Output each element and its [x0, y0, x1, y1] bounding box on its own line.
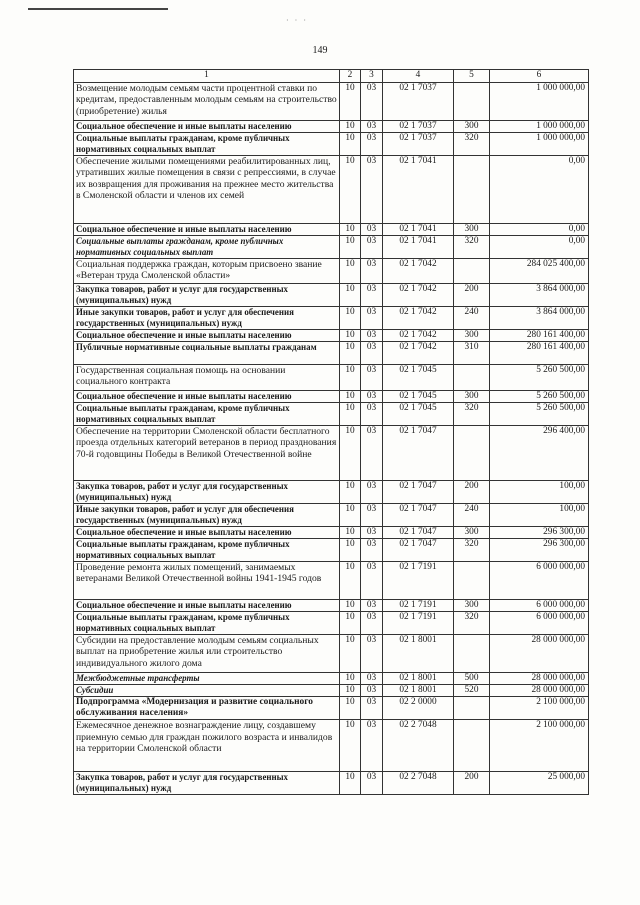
- budget-table: [73, 69, 589, 795]
- table-body: [74, 83, 589, 795]
- row-expense-type: [454, 720, 490, 772]
- row-expense-type: 300: [454, 527, 490, 539]
- table-row: [74, 635, 589, 673]
- row-name: Социальное обеспечение и иные выплаты населению: [74, 527, 340, 539]
- row-subsection: 03: [361, 481, 383, 504]
- row-amount: 3 864 000,00: [490, 307, 589, 330]
- row-amount: 25 000,00: [490, 772, 589, 795]
- table-row: [74, 365, 589, 391]
- row-amount: 296 400,00: [490, 426, 589, 481]
- row-amount: 280 161 400,00: [490, 330, 589, 342]
- row-name: Социальные выплаты гражданам, кроме публичных нормативных социальных выплат: [74, 539, 340, 562]
- row-expense-type: 200: [454, 284, 490, 307]
- row-target-code: 02 1 7042: [383, 307, 454, 330]
- row-target-code: 02 1 7042: [383, 330, 454, 342]
- row-target-code: 02 1 7042: [383, 259, 454, 284]
- page-number: 149: [312, 45, 328, 56]
- row-target-code: 02 1 7045: [383, 365, 454, 391]
- table-row: [74, 772, 589, 795]
- row-target-code: 02 1 7041: [383, 224, 454, 236]
- row-subsection: 03: [361, 259, 383, 284]
- row-name: Межбюджетные трансферты: [74, 673, 340, 685]
- row-amount: 296 300,00: [490, 539, 589, 562]
- row-name: Возмещение молодым семьям части процентной ставки по кредитам, предоставленным молодым семьям на строительство (приобретение) жилья: [74, 83, 340, 121]
- row-subsection: 03: [361, 342, 383, 365]
- table-row: [74, 562, 589, 600]
- header-col-1: 1: [74, 70, 340, 83]
- header-col-3: 3: [361, 70, 383, 83]
- row-target-code: 02 1 7041: [383, 156, 454, 224]
- row-expense-type: 320: [454, 403, 490, 426]
- row-section: 10: [340, 133, 361, 156]
- row-expense-type: 200: [454, 481, 490, 504]
- row-name: Субсидии на предоставление молодым семьям социальных выплат на приобретение жилья или строительство индивидуального жилого дома: [74, 635, 340, 673]
- row-section: 10: [340, 426, 361, 481]
- row-subsection: 03: [361, 236, 383, 259]
- header-col-6: 6: [490, 70, 589, 83]
- table-row: [74, 697, 589, 720]
- row-section: 10: [340, 562, 361, 600]
- row-expense-type: 320: [454, 612, 490, 635]
- row-expense-type: 300: [454, 600, 490, 612]
- row-expense-type: 320: [454, 236, 490, 259]
- row-target-code: 02 1 7191: [383, 612, 454, 635]
- row-amount: 1 000 000,00: [490, 83, 589, 121]
- row-subsection: 03: [361, 562, 383, 600]
- row-name: Субсидии: [74, 685, 340, 697]
- header-col-5: 5: [454, 70, 490, 83]
- row-subsection: 03: [361, 133, 383, 156]
- row-amount: 6 000 000,00: [490, 600, 589, 612]
- row-section: 10: [340, 236, 361, 259]
- row-target-code: 02 2 7048: [383, 772, 454, 795]
- row-name: Социальное обеспечение и иные выплаты населению: [74, 224, 340, 236]
- row-subsection: 03: [361, 635, 383, 673]
- table-row: [74, 307, 589, 330]
- row-amount: 296 300,00: [490, 527, 589, 539]
- table-row: [74, 504, 589, 527]
- row-section: 10: [340, 342, 361, 365]
- row-expense-type: 240: [454, 307, 490, 330]
- row-subsection: 03: [361, 697, 383, 720]
- row-expense-type: [454, 83, 490, 121]
- row-name: Закупка товаров, работ и услуг для государственных (муниципальных) нужд: [74, 481, 340, 504]
- row-section: 10: [340, 673, 361, 685]
- row-target-code: 02 1 8001: [383, 673, 454, 685]
- table-row: [74, 673, 589, 685]
- row-name: Ежемесячное денежное вознаграждение лицу, создавшему приемную семью для граждан пожилого возраста и инвалидов на территории Смоленской области: [74, 720, 340, 772]
- row-name: Социальное обеспечение и иные выплаты населению: [74, 391, 340, 403]
- row-section: 10: [340, 330, 361, 342]
- header-col-4: 4: [383, 70, 454, 83]
- table-row: [74, 403, 589, 426]
- row-section: 10: [340, 121, 361, 133]
- row-target-code: 02 1 7041: [383, 236, 454, 259]
- row-amount: 2 100 000,00: [490, 697, 589, 720]
- row-expense-type: [454, 562, 490, 600]
- table-row: [74, 133, 589, 156]
- row-section: 10: [340, 259, 361, 284]
- row-target-code: 02 1 7047: [383, 539, 454, 562]
- row-name: Проведение ремонта жилых помещений, занимаемых ветеранами Великой Отечественной войны 1941-1945 годов: [74, 562, 340, 600]
- row-subsection: 03: [361, 391, 383, 403]
- table-row: [74, 284, 589, 307]
- row-target-code: 02 1 7042: [383, 284, 454, 307]
- row-amount: 3 864 000,00: [490, 284, 589, 307]
- row-target-code: 02 1 7047: [383, 426, 454, 481]
- row-section: 10: [340, 612, 361, 635]
- row-amount: 6 000 000,00: [490, 562, 589, 600]
- row-expense-type: 240: [454, 504, 490, 527]
- row-expense-type: 310: [454, 342, 490, 365]
- row-target-code: 02 1 7047: [383, 504, 454, 527]
- row-name: Социальные выплаты гражданам, кроме публичных нормативных социальных выплат: [74, 612, 340, 635]
- row-amount: 28 000 000,00: [490, 685, 589, 697]
- table-row: [74, 539, 589, 562]
- row-expense-type: 320: [454, 539, 490, 562]
- row-expense-type: 300: [454, 224, 490, 236]
- row-section: 10: [340, 539, 361, 562]
- row-target-code: 02 1 8001: [383, 685, 454, 697]
- row-amount: 0,00: [490, 156, 589, 224]
- row-amount: 5 260 500,00: [490, 365, 589, 391]
- row-name: Публичные нормативные социальные выплаты гражданам: [74, 342, 340, 365]
- row-subsection: 03: [361, 156, 383, 224]
- row-name: Государственная социальная помощь на основании социального контракта: [74, 365, 340, 391]
- row-subsection: 03: [361, 685, 383, 697]
- row-section: 10: [340, 284, 361, 307]
- row-name: Социальные выплаты гражданам, кроме публичных нормативных социальных выплат: [74, 403, 340, 426]
- table-row: [74, 259, 589, 284]
- row-amount: 100,00: [490, 504, 589, 527]
- table-row: [74, 156, 589, 224]
- row-section: 10: [340, 391, 361, 403]
- row-subsection: 03: [361, 330, 383, 342]
- table-row: [74, 121, 589, 133]
- row-subsection: 03: [361, 426, 383, 481]
- row-amount: 284 025 400,00: [490, 259, 589, 284]
- row-expense-type: 200: [454, 772, 490, 795]
- table-row: [74, 342, 589, 365]
- row-target-code: 02 1 8001: [383, 635, 454, 673]
- row-name: Закупка товаров, работ и услуг для государственных (муниципальных) нужд: [74, 772, 340, 795]
- row-subsection: 03: [361, 612, 383, 635]
- row-name: Иные закупки товаров, работ и услуг для обеспечения государственных (муниципальных) нужд: [74, 504, 340, 527]
- row-expense-type: 300: [454, 121, 490, 133]
- row-name: Иные закупки товаров, работ и услуг для обеспечения государственных (муниципальных) нужд: [74, 307, 340, 330]
- row-name: Социальное обеспечение и иные выплаты населению: [74, 330, 340, 342]
- row-target-code: 02 1 7037: [383, 121, 454, 133]
- table-row: [74, 612, 589, 635]
- row-name: Подпрограмма «Модернизация и развитие социального обслуживания населения»: [74, 697, 340, 720]
- row-expense-type: [454, 697, 490, 720]
- scan-top-line: [28, 8, 168, 10]
- table-row: [74, 236, 589, 259]
- row-expense-type: [454, 635, 490, 673]
- table-row: [74, 391, 589, 403]
- row-section: 10: [340, 635, 361, 673]
- row-expense-type: [454, 365, 490, 391]
- row-section: 10: [340, 720, 361, 772]
- table-row: [74, 720, 589, 772]
- row-target-code: 02 1 7047: [383, 527, 454, 539]
- row-amount: 100,00: [490, 481, 589, 504]
- row-target-code: 02 1 7037: [383, 83, 454, 121]
- row-subsection: 03: [361, 121, 383, 133]
- row-expense-type: 300: [454, 391, 490, 403]
- row-subsection: 03: [361, 284, 383, 307]
- table-header-row: [74, 70, 589, 83]
- table-row: [74, 600, 589, 612]
- row-target-code: 02 1 7037: [383, 133, 454, 156]
- row-subsection: 03: [361, 403, 383, 426]
- row-expense-type: 520: [454, 685, 490, 697]
- row-target-code: 02 1 7045: [383, 391, 454, 403]
- row-section: 10: [340, 403, 361, 426]
- row-name: Социальное обеспечение и иные выплаты населению: [74, 121, 340, 133]
- table-row: [74, 527, 589, 539]
- header-col-2: 2: [340, 70, 361, 83]
- row-section: 10: [340, 365, 361, 391]
- row-name: Обеспечение на территории Смоленской области бесплатного проезда отдельных категорий ветеранов в период празднования 70-й годовщины Победы в Великой Отечественной войне: [74, 426, 340, 481]
- row-amount: 28 000 000,00: [490, 635, 589, 673]
- row-expense-type: [454, 426, 490, 481]
- row-subsection: 03: [361, 539, 383, 562]
- row-amount: 280 161 400,00: [490, 342, 589, 365]
- row-amount: 6 000 000,00: [490, 612, 589, 635]
- row-subsection: 03: [361, 504, 383, 527]
- row-target-code: 02 1 7191: [383, 600, 454, 612]
- row-section: 10: [340, 772, 361, 795]
- row-target-code: 02 1 7045: [383, 403, 454, 426]
- row-expense-type: 500: [454, 673, 490, 685]
- row-name: Обеспечение жилыми помещениями реабилитированных лиц, утративших жилые помещения в связи с репрессиями, в случае их возвращения для проживания на прежнее место жительства в Смоленской области и членов их семей: [74, 156, 340, 224]
- row-expense-type: 320: [454, 133, 490, 156]
- row-subsection: 03: [361, 83, 383, 121]
- row-subsection: 03: [361, 772, 383, 795]
- row-amount: 5 260 500,00: [490, 403, 589, 426]
- row-subsection: 03: [361, 527, 383, 539]
- row-name: Социальное обеспечение и иные выплаты населению: [74, 600, 340, 612]
- row-name: Социальные выплаты гражданам, кроме публичных нормативных социальных выплат: [74, 133, 340, 156]
- row-subsection: 03: [361, 600, 383, 612]
- row-expense-type: 300: [454, 330, 490, 342]
- row-subsection: 03: [361, 720, 383, 772]
- row-subsection: 03: [361, 224, 383, 236]
- table-row: [74, 330, 589, 342]
- row-subsection: 03: [361, 307, 383, 330]
- row-amount: 5 260 500,00: [490, 391, 589, 403]
- row-expense-type: [454, 156, 490, 224]
- row-target-code: 02 2 0000: [383, 697, 454, 720]
- table-row: [74, 83, 589, 121]
- row-expense-type: [454, 259, 490, 284]
- row-section: 10: [340, 504, 361, 527]
- row-section: 10: [340, 697, 361, 720]
- row-section: 10: [340, 527, 361, 539]
- row-section: 10: [340, 307, 361, 330]
- row-target-code: 02 1 7042: [383, 342, 454, 365]
- row-subsection: 03: [361, 365, 383, 391]
- table-row: [74, 224, 589, 236]
- row-target-code: 02 1 7191: [383, 562, 454, 600]
- row-amount: 2 100 000,00: [490, 720, 589, 772]
- row-section: 10: [340, 156, 361, 224]
- row-target-code: 02 1 7047: [383, 481, 454, 504]
- row-name: Закупка товаров, работ и услуг для государственных (муниципальных) нужд: [74, 284, 340, 307]
- table-row: [74, 685, 589, 697]
- row-amount: 28 000 000,00: [490, 673, 589, 685]
- row-amount: 1 000 000,00: [490, 121, 589, 133]
- scan-artifact: · · ·: [286, 16, 308, 25]
- row-section: 10: [340, 600, 361, 612]
- row-section: 10: [340, 481, 361, 504]
- row-amount: 0,00: [490, 224, 589, 236]
- table-row: [74, 481, 589, 504]
- row-subsection: 03: [361, 673, 383, 685]
- row-amount: 1 000 000,00: [490, 133, 589, 156]
- row-name: Социальная поддержка граждан, которым присвоено звание «Ветеран труда Смоленской области»: [74, 259, 340, 284]
- table-row: [74, 426, 589, 481]
- row-section: 10: [340, 224, 361, 236]
- row-name: Социальные выплаты гражданам, кроме публичных нормативных социальных выплат: [74, 236, 340, 259]
- row-amount: 0,00: [490, 236, 589, 259]
- row-section: 10: [340, 83, 361, 121]
- row-target-code: 02 2 7048: [383, 720, 454, 772]
- row-section: 10: [340, 685, 361, 697]
